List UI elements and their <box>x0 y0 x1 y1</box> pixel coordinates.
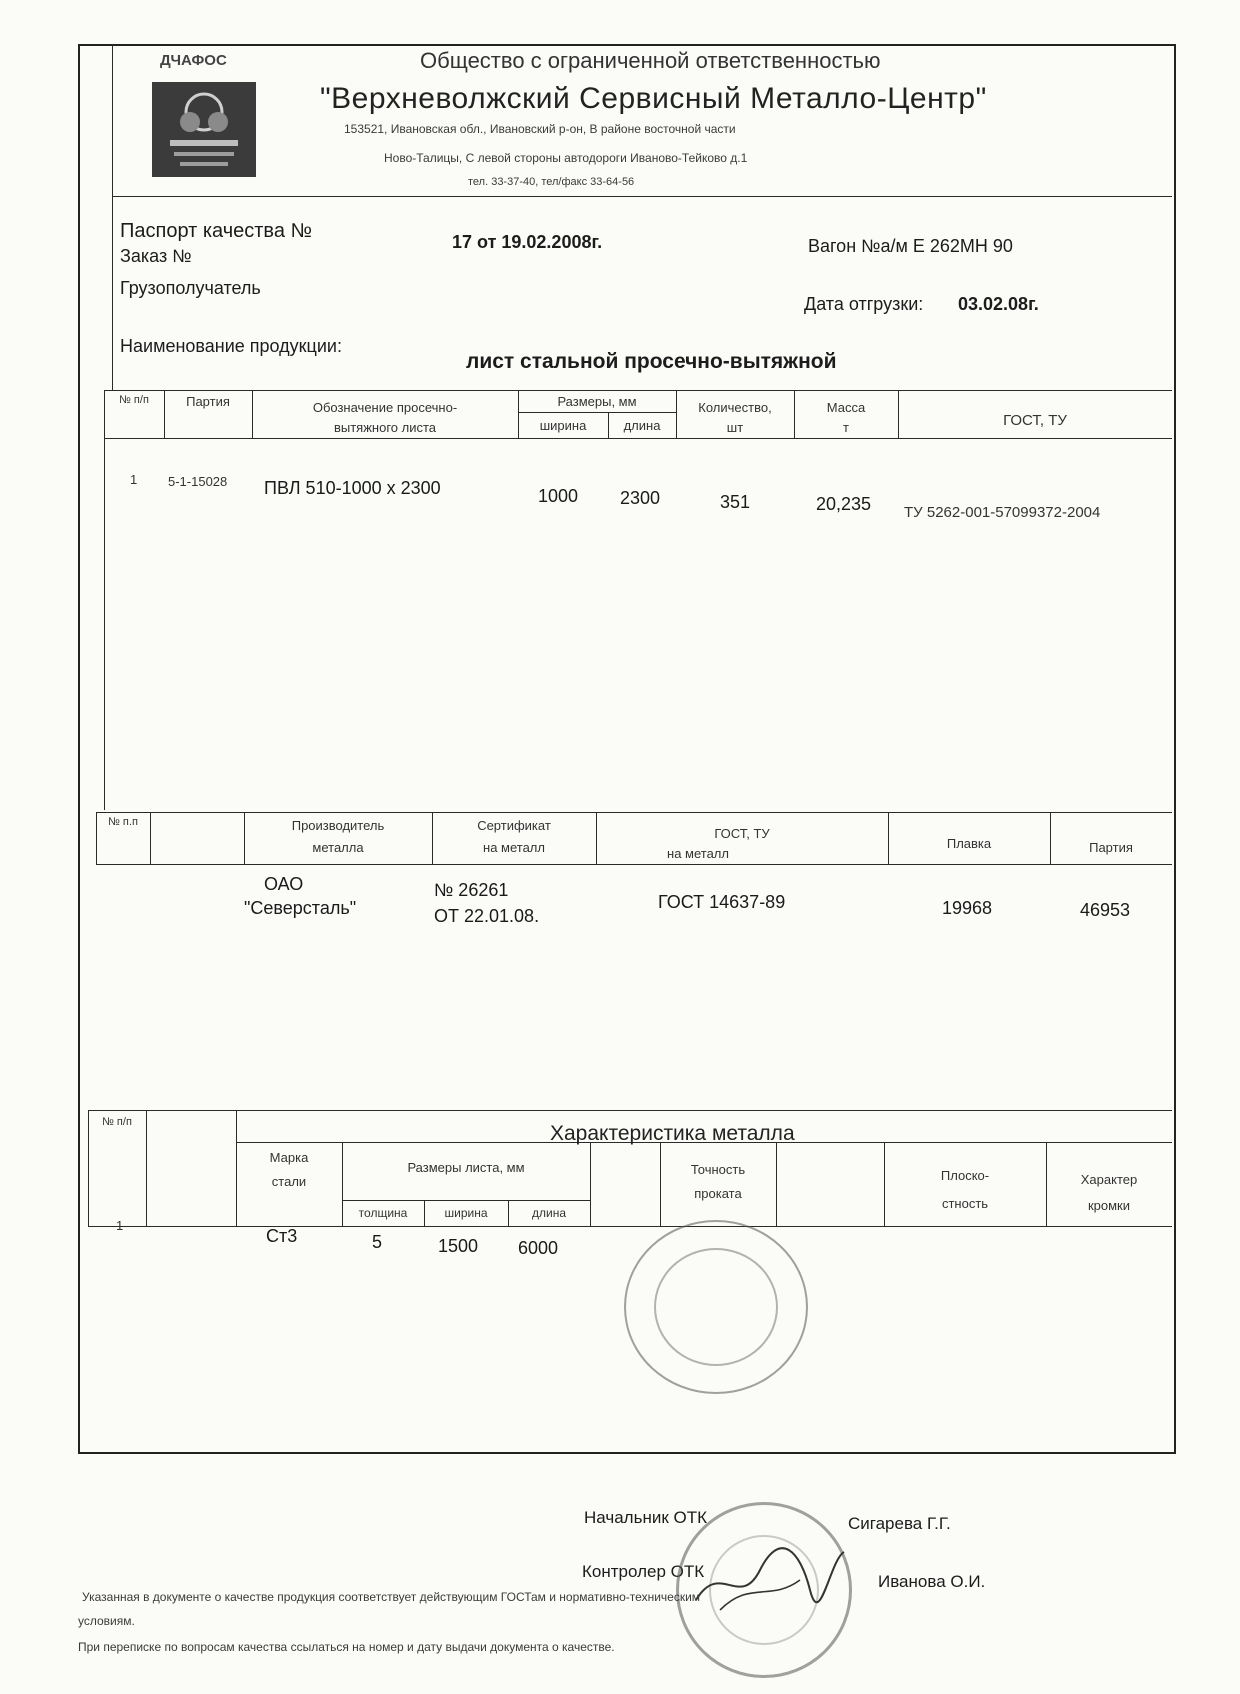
head-otk-label: Начальник ОТК <box>584 1508 708 1527</box>
t1-col-line <box>676 390 677 438</box>
t3-header-length: длина <box>531 1206 566 1220</box>
footer-line2: условиям. <box>78 1614 135 1628</box>
t3-header-grade-1: Марка <box>269 1150 309 1165</box>
t2-header-maker-1: Производитель <box>291 818 385 833</box>
t1-col-line <box>794 390 795 438</box>
t1-sizes-subline <box>518 412 676 413</box>
t1-header-num: № п/п <box>119 394 149 406</box>
t3-header-bottom-line <box>88 1226 1172 1227</box>
t2-row-cert-2: ОТ 22.01.08. <box>434 906 540 926</box>
t1-header-designation-1: Обозначение просечно- <box>312 400 458 415</box>
t2-row-gost: ГОСТ 14637-89 <box>658 892 786 912</box>
company-logo-icon <box>152 82 256 177</box>
t3-header-width: ширина <box>444 1206 488 1220</box>
t2-col-line <box>432 812 433 864</box>
t3-header-accuracy-2: проката <box>694 1186 742 1201</box>
t1-row-designation: ПВЛ 510-1000 х 2300 <box>264 478 441 498</box>
t1-row-num: 1 <box>130 472 138 487</box>
t2-col-line <box>888 812 889 864</box>
t1-header-qty-1: Количество, <box>698 400 772 415</box>
t1-left-border <box>104 390 105 810</box>
t1-col-line <box>164 390 165 438</box>
passport-label: Паспорт качества № <box>120 220 312 242</box>
t1-header-gost: ГОСТ, ТУ <box>1003 412 1067 429</box>
t3-sizes-subline <box>342 1200 590 1201</box>
t3-header-edge-2: кромки <box>1087 1198 1131 1213</box>
wagon-number: Вагон №а/м Е 262МН 90 <box>808 236 1013 256</box>
t1-header-qty-2: шт <box>726 420 744 435</box>
t3-col-line <box>424 1200 425 1226</box>
order-label: Заказ № <box>120 246 192 266</box>
ship-date-label: Дата отгрузки: <box>804 294 924 314</box>
t1-row-batch: 5-1-15028 <box>168 474 228 489</box>
footer-line3: При переписке по вопросам качества ссылаться на номер и дату выдачи документа о качестве. <box>78 1640 615 1654</box>
t2-col-line <box>96 812 97 864</box>
head-otk-name: Сигарева Г.Г. <box>848 1514 951 1533</box>
t3-header-flatness-1: Плоско- <box>940 1168 990 1183</box>
t3-col-line <box>508 1200 509 1226</box>
product-name: лист стальной просечно-вытяжной <box>466 350 837 373</box>
t1-header-length: длина <box>623 418 661 433</box>
company-phones: тел. 33-37-40, тел/факс 33-64-56 <box>468 176 635 188</box>
t3-row-grade: Ст3 <box>266 1226 298 1246</box>
passport-number-date: 17 от 19.02.2008г. <box>452 232 603 252</box>
t2-col-line <box>150 812 151 864</box>
t3-header-sheet-sizes: Размеры листа, мм <box>407 1160 525 1175</box>
t3-col-line <box>776 1142 777 1226</box>
t2-header-gost-2: на металл <box>667 846 729 861</box>
t2-row-batch: 46953 <box>1080 900 1131 920</box>
t3-header-thickness: толщина <box>358 1206 408 1220</box>
t3-top-line <box>88 1110 1172 1111</box>
t1-col-line <box>252 390 253 438</box>
t3-header-grade-2: стали <box>271 1174 307 1189</box>
t3-header-accuracy-1: Точность <box>690 1162 746 1177</box>
t2-header-maker-2: металла <box>312 840 364 855</box>
t1-row-qty: 351 <box>720 492 751 512</box>
t1-col-line <box>898 390 899 438</box>
t3-header-edge-1: Характер <box>1080 1172 1138 1187</box>
signature-icon <box>690 1540 850 1620</box>
t1-row-width: 1000 <box>538 486 579 506</box>
t1-header-width: ширина <box>539 418 587 433</box>
t3-col-line <box>1046 1142 1047 1226</box>
t2-row-heat: 19968 <box>942 898 993 918</box>
t3-col-line <box>236 1110 237 1226</box>
t3-header-flatness-2: стность <box>941 1196 989 1211</box>
t2-col-line <box>596 812 597 864</box>
t2-row-maker-2: "Северсталь" <box>244 898 357 918</box>
t1-row-mass: 20,235 <box>816 494 872 514</box>
t2-header-gost-1: ГОСТ, ТУ <box>714 826 770 841</box>
t1-row-length: 2300 <box>620 488 661 508</box>
t1-header-bottom-line <box>104 438 1172 439</box>
logo-text: ДЧАФОС <box>160 52 227 69</box>
t1-row-gost: ТУ 5262-001-57099372-2004 <box>904 504 1101 521</box>
t2-top-line <box>96 812 1172 813</box>
t2-row-cert-1: № 26261 <box>434 880 509 900</box>
t3-col-line <box>342 1142 343 1226</box>
t1-header-mass-1: Масса <box>826 400 866 415</box>
t1-header-sizes: Размеры, мм <box>557 394 637 409</box>
t2-header-cert-1: Сертификат <box>477 818 551 833</box>
t3-header-num: № п/п <box>102 1116 132 1128</box>
t3-row-thickness: 5 <box>372 1232 383 1252</box>
t3-col-line <box>660 1142 661 1226</box>
t2-header-bottom-line <box>96 864 1172 865</box>
company-title-line2: "Верхневолжский Сервисный Металло-Центр" <box>320 82 987 115</box>
t2-header-heat: Плавка <box>946 836 992 851</box>
t1-top-line <box>104 390 1172 391</box>
t3-col-line <box>884 1142 885 1226</box>
t2-header-cert-2: на металл <box>483 840 545 855</box>
ship-date: 03.02.08г. <box>958 294 1039 314</box>
company-stamp <box>624 1220 808 1394</box>
t1-header-batch: Партия <box>186 394 230 409</box>
t3-row-length: 6000 <box>518 1238 559 1258</box>
t3-title: Характеристика металла <box>550 1122 795 1145</box>
t3-col-line <box>146 1110 147 1226</box>
t1-col-line <box>608 412 609 438</box>
company-address-line2: Ново-Талицы, С левой стороны автодороги Иваново-Тейково д.1 <box>384 151 748 165</box>
t3-row-width: 1500 <box>438 1236 479 1256</box>
t1-col-line <box>518 390 519 438</box>
product-label: Наименование продукции: <box>120 336 342 356</box>
t1-header-designation-2: вытяжного листа <box>333 420 437 435</box>
t2-row-maker-1: ОАО <box>264 874 304 894</box>
consignee-label: Грузополучатель <box>120 278 261 298</box>
header-divider <box>112 196 1172 197</box>
t3-row-num: 1 <box>116 1218 124 1233</box>
left-margin-line <box>112 44 113 390</box>
t2-col-line <box>244 812 245 864</box>
t1-header-mass-2: т <box>843 420 849 435</box>
controller-otk-label: Контролер ОТК <box>582 1562 705 1581</box>
footer-line1: Указанная в документе о качестве продукция соответствует действующим ГОСТам и нормативно-техническим <box>82 1590 701 1604</box>
controller-otk-name: Иванова О.И. <box>878 1572 986 1591</box>
t2-col-line <box>1050 812 1051 864</box>
t3-col-line <box>88 1110 89 1226</box>
company-title-line1: Общество с ограниченной ответственностью <box>420 48 881 73</box>
t2-header-num: № п.п <box>108 816 138 828</box>
company-address-line1: 153521, Ивановская обл., Ивановский р-он, В районе восточной части <box>344 122 736 136</box>
t2-header-batch: Партия <box>1089 840 1133 855</box>
t3-col-line <box>590 1142 591 1226</box>
